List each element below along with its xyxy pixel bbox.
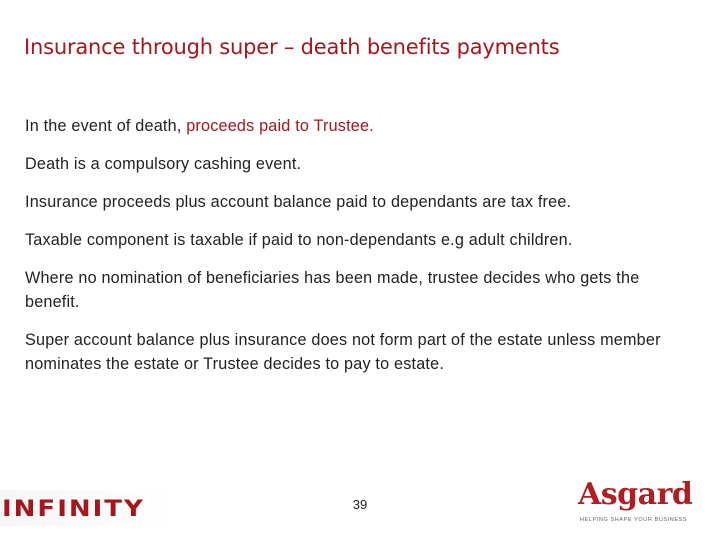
infinity-logo	[0, 490, 178, 526]
infinity-logo-text: INFINITY	[2, 496, 145, 522]
bullet-item	[25, 114, 695, 138]
bullet-item: Death is a compulsory cashing event.	[25, 155, 302, 173]
bullet-item: Insurance proceeds plus account balance paid to dependants are tax free.	[25, 193, 572, 211]
slide-title: Insurance through super – death benefits payments	[24, 35, 560, 59]
bullet-item: Super account balance plus insurance does not form part of the estate unless member nominates the estate or Trustee decides to pay to estate.	[25, 331, 661, 373]
bullet-list	[25, 114, 695, 390]
asgard-logo	[578, 476, 704, 528]
asgard-logo-tagline: HELPING SHAPE YOUR BUSINESS	[580, 517, 688, 523]
page-number: 39	[352, 497, 368, 512]
bullet-item: Where no nomination of beneficiaries has been made, trustee decides who gets the benefit.	[25, 269, 640, 311]
bullet-lead-text: In the event of death,	[25, 117, 187, 135]
asgard-logo-wordmark: Asgard	[578, 477, 693, 512]
bullet-highlight-text: proceeds paid to Trustee.	[186, 117, 374, 135]
bullet-item: Taxable component is taxable if paid to non-dependants e.g adult children.	[25, 231, 573, 249]
